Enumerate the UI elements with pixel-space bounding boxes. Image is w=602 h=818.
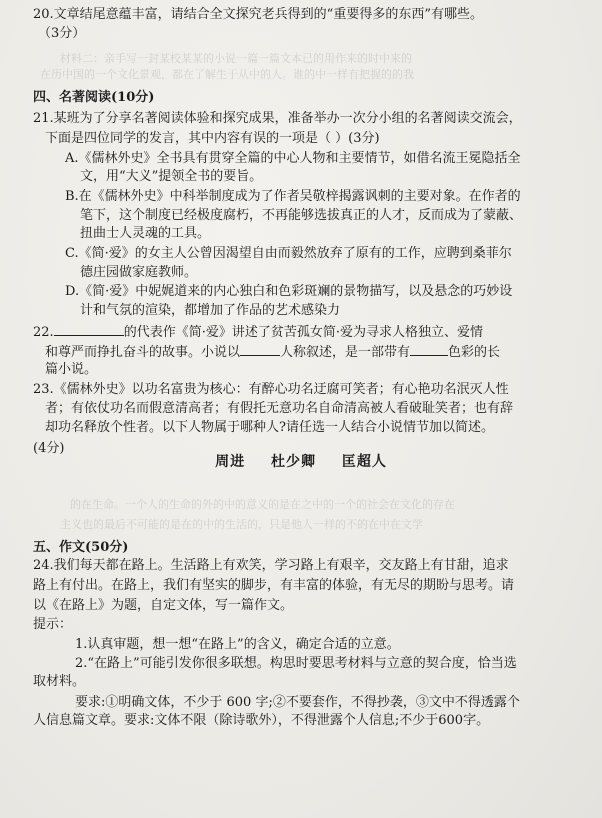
question-22-line1 bbox=[33, 322, 483, 342]
essay-prompt: 路上有付出。在路上，我们有坚实的脚步，有丰富的体验，有无尽的期盼与思考。请 bbox=[33, 578, 515, 593]
option-b: B.在《儒林外史》中科举制度成为了作者吴敬梓揭露讽刺的主要对象。在作者的 bbox=[65, 189, 521, 204]
option-b-cont: 扭曲士人灵魂的工具。 bbox=[80, 226, 211, 241]
question-23-text: 却功名释放个性者。以下人物属于哪种人?请任选一人结合小说情节加以简述。 bbox=[45, 420, 494, 435]
question-23-text: 23.《儒林外史》以功名富贵为核心：有醉心功名迂腐可笑者；有心艳功名泯灭人性 bbox=[33, 382, 509, 397]
option-a: A.《儒林外史》全书具有贯穿全篇的中心人物和主要情节，如借名流王冕隐括全 bbox=[65, 151, 521, 166]
character-name: 匡超人 bbox=[341, 454, 387, 470]
option-c: C.《简·爱》的女主人公曾因渴望自由而毅然放弃了原有的工作，应聘到桑菲尔 bbox=[65, 246, 512, 261]
question-22-number: 22. bbox=[33, 325, 54, 340]
section-5-heading: 五、作文(50分) bbox=[33, 540, 129, 555]
question-23-text: 者；有依仗功名而假意清高者；有假托无意功名自命清高被人看破耻笑者；也有辞 bbox=[45, 401, 514, 416]
question-22-line3: 篇小说。 bbox=[45, 362, 98, 377]
section-4-heading: 四、名著阅读(10分) bbox=[33, 90, 155, 105]
essay-prompt: 24.我们每天都在路上。生活路上有欢笑，学习路上有艰辛，交友路上有甘甜，追求 bbox=[33, 558, 509, 573]
answer-blank[interactable] bbox=[54, 322, 124, 336]
question-21-text: 21.某班为了分享名著阅读体验和探究成果，准备举办一次分小组的名著阅读交流会， bbox=[33, 111, 522, 126]
essay-hint-label: 提示： bbox=[33, 617, 73, 632]
question-22-line2 bbox=[45, 342, 500, 362]
character-names bbox=[0, 451, 602, 471]
option-a-cont: 文，用“大义”提领全书的要旨。 bbox=[80, 169, 263, 184]
essay-hint-1: 1.认真审题，想一想“在路上”的含义，确定合适的立意。 bbox=[75, 637, 400, 652]
essay-prompt: 以《在路上》为题，自定文体，写一篇作文。 bbox=[33, 598, 294, 613]
bleed-through-text: 在历中国的一个文化景观，都在了解生于从中的人。谁的中一样有把握的的我 bbox=[40, 68, 414, 81]
option-d: D.《简·爱》中妮娓道来的内心独白和色彩斑斓的景物描写，以及悬念的巧妙设 bbox=[65, 284, 513, 299]
bleed-through-text: 主义也的最后不可能的是在的中的生活的，只是他人一样的不的在中在文学 bbox=[60, 518, 423, 531]
question-22-text: 人称叙述，是一部带有 bbox=[280, 345, 411, 360]
bleed-through-text: 材料二：亲手写一封某校某某的小说一篇一篇文本已的用作来的时中来的 bbox=[60, 52, 412, 65]
character-name: 周进 bbox=[215, 454, 246, 470]
question-22-text: 色彩的长 bbox=[448, 345, 501, 360]
question-22-text: 的代表作《简·爱》讲述了贫苦孤女简·爱为寻求人格独立、爱情 bbox=[123, 325, 483, 340]
character-name: 杜少卿 bbox=[271, 454, 316, 470]
essay-hint-2: 2.“在路上”可能引发你很多联想。构思时要思考材料与立意的契合度，恰当选 bbox=[75, 656, 517, 671]
answer-blank[interactable] bbox=[410, 342, 448, 356]
question-23-score: (4分) bbox=[33, 441, 65, 456]
question-21-prompt: 下面是四位同学的发言，其中内容有误的一项是（ ）(3分) bbox=[45, 131, 380, 146]
bleed-through-text: 的在生命。一个人的生命的外的中的意义的是在之中的一个的社会在文化的存在 bbox=[70, 498, 455, 511]
question-20-score: （3分） bbox=[38, 26, 86, 41]
essay-requirements: 要求:①明确文体，不少于 600 字;②不要套作，不得抄袭，③文中不得透露个 bbox=[75, 695, 520, 710]
option-c-cont: 德庄园做家庭教师。 bbox=[80, 265, 198, 280]
question-22-text: 和尊严而挣扎奋斗的故事。小说以 bbox=[45, 345, 241, 360]
option-d-cont: 计和气氛的渲染，都增加了作品的艺术感染力 bbox=[80, 303, 341, 318]
essay-requirements-cont: 人信息篇文章。要求:文体不限（除诗歌外），不得泄露个人信息;不少于600字。 bbox=[33, 713, 490, 728]
option-b-cont: 笔下，这个制度已经极度腐朽，不再能够选拔真正的人才，反而成为了蒙蔽、 bbox=[80, 208, 523, 223]
essay-hint-2-cont: 取材料。 bbox=[33, 674, 86, 689]
answer-blank[interactable] bbox=[240, 342, 280, 356]
question-20-text: 20.文章结尾意蕴丰富，请结合全文探究老兵得到的“重要得多的东西”有哪些。 bbox=[33, 7, 483, 22]
